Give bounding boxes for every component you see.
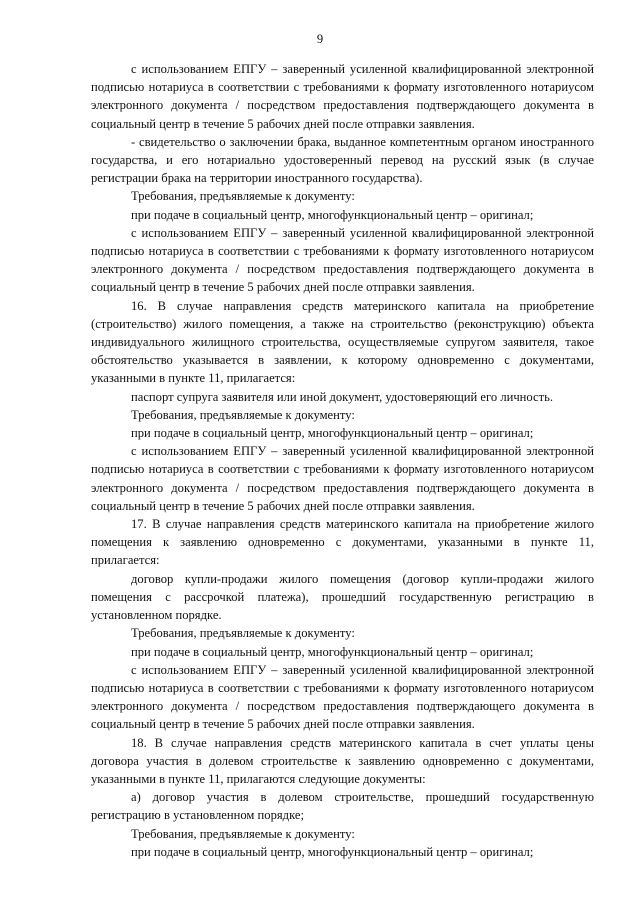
paragraph: - свидетельство о заключении брака, выданное компетентным органом иностранного государства, и его нотариально удостоверенный перевод на русский язык (в случае регистрации брака на территории иностранного государства). <box>91 134 594 186</box>
paragraph: при подаче в социальный центр, многофункциональный центр – оригинал; <box>131 207 534 222</box>
paragraph: Требования, предъявляемые к документу: <box>131 189 355 204</box>
paragraph: а) договор участия в долевом строительстве, прошедший государственную регистрацию в установленном порядке; <box>91 790 594 823</box>
page-number: 9 <box>316 32 324 46</box>
paragraph: договор купли-продажи жилого помещения (договор купли-продажи жилого помещения с рассрочкой платежа), прошедший государственную регистрацию в установленном порядке. <box>91 571 594 623</box>
paragraph: Требования, предъявляемые к документу: <box>131 826 355 841</box>
paragraph: 18. В случае направления средств материнского капитала в счет уплаты цены договора участия в долевом строительстве к заявлению одновременно с документами, указанными в пункте 11, прилагаются следующие документы: <box>91 735 594 786</box>
page-body <box>91 60 594 861</box>
paragraph: при подаче в социальный центр, многофункциональный центр – оригинал; <box>131 844 534 859</box>
paragraph: паспорт супруга заявителя или иной документ, удостоверяющий его личность. <box>131 389 554 404</box>
paragraph: Требования, предъявляемые к документу: <box>131 407 355 422</box>
paragraph: с использованием ЕПГУ – заверенный усиленной квалифицированной электронной подписью нотариуса в соответствии с требованиями к формату изготовленного нотариусом электронного документа / посредством предоставления подтверждающего документа в социальный центр в течение 5 рабочих дней после отправки заявления. <box>91 225 594 295</box>
paragraph: при подаче в социальный центр, многофункциональный центр – оригинал; <box>131 644 534 659</box>
paragraph: с использованием ЕПГУ – заверенный усиленной квалифицированной электронной подписью нотариуса в соответствии с требованиями к формату изготовленного нотариусом электронного документа / посредством предоставления подтверждающего документа в социальный центр в течение 5 рабочих дней после отправки заявления. <box>91 662 594 732</box>
paragraph: с использованием ЕПГУ – заверенный усиленной квалифицированной электронной подписью нотариуса в соответствии с требованиями к формату изготовленного нотариусом электронного документа / посредством предоставления подтверждающего документа в социальный центр в течение 5 рабочих дней после отправки заявления. <box>91 62 594 131</box>
paragraph: 16. В случае направления средств материнского капитала на приобретение (строительство) жилого помещения, а также на строительство (реконструкцию) объекта индивидуального жилищного строительства, осуществляемые супругом заявителя, такое обстоятельство указывается в заявлении, к которому одновременно с документами, указанными в пункте 11, прилагается: <box>91 298 594 386</box>
paragraph: с использованием ЕПГУ – заверенный усиленной квалифицированной электронной подписью нотариуса в соответствии с требованиями к формату изготовленного нотариусом электронного документа / посредством предоставления подтверждающего документа в социальный центр в течение 5 рабочих дней после отправки заявления. <box>91 444 594 513</box>
paragraph: Требования, предъявляемые к документу: <box>131 626 355 641</box>
paragraph: 17. В случае направления средств материнского капитала на приобретение жилого помещения к заявлению одновременно с документами, указанными в пункте 11, прилагается: <box>91 517 594 568</box>
paragraph: при подаче в социальный центр, многофункциональный центр – оригинал; <box>131 426 534 441</box>
